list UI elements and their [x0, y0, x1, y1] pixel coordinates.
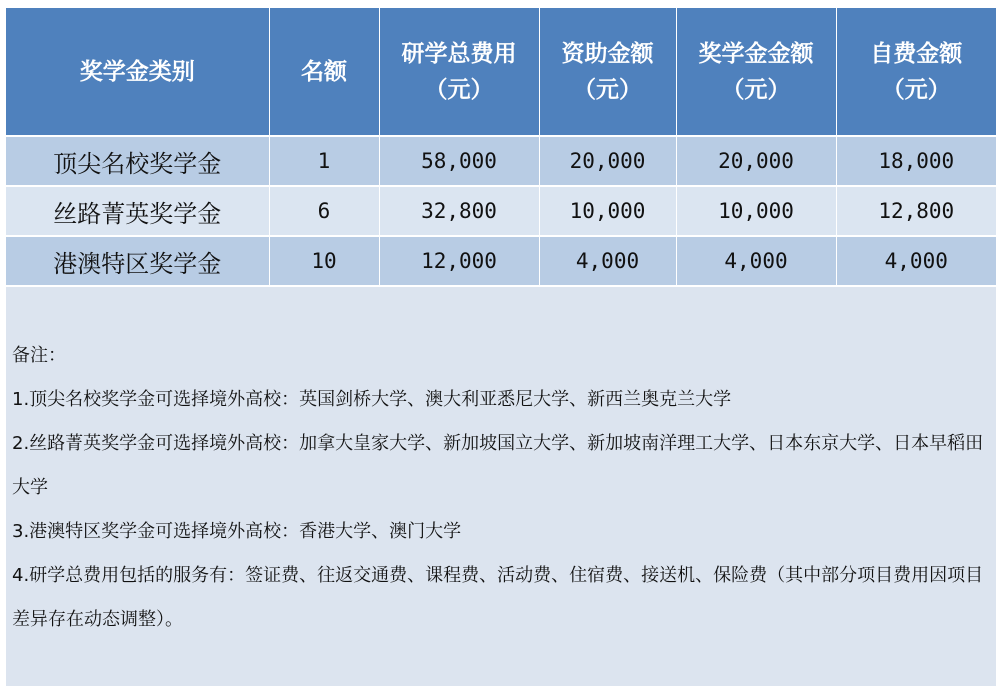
header-subsidy: 资助金额 （元） [539, 8, 676, 136]
note-item: 3.港澳特区奖学金可选择境外高校：香港大学、澳门大学 [12, 521, 462, 542]
note-item: 1.顶尖名校奖学金可选择境外高校：英国剑桥大学、澳大利亚悉尼大学、新西兰奥克兰大学 [12, 389, 732, 410]
note-item: 2.丝路菁英奖学金可选择境外高校：加拿大皇家大学、新加坡国立大学、新加坡南洋理工大学、日本东京大学、日本早稻田大学 [12, 433, 984, 498]
cell-category: 港澳特区奖学金 [6, 236, 269, 286]
header-self-paid: 自费金额 （元） [836, 8, 996, 136]
cell-total-cost: 32,800 [379, 186, 539, 236]
cell-quota: 1 [269, 136, 379, 186]
header-category: 奖学金类别 [6, 8, 269, 136]
header-scholarship-amount: 奖学金金额 （元） [676, 8, 836, 136]
cell-total-cost: 58,000 [379, 136, 539, 186]
cell-self-paid: 4,000 [836, 236, 996, 286]
header-total-cost: 研学总费用 （元） [379, 8, 539, 136]
cell-self-paid: 18,000 [836, 136, 996, 186]
notes-title: 备注： [12, 345, 66, 366]
header-quota: 名额 [269, 8, 379, 136]
notes-section [12, 334, 987, 642]
table-row [6, 236, 996, 286]
cell-scholarship-amount: 20,000 [676, 136, 836, 186]
cell-subsidy: 10,000 [539, 186, 676, 236]
table-row [6, 136, 996, 186]
cell-quota: 10 [269, 236, 379, 286]
cell-scholarship-amount: 4,000 [676, 236, 836, 286]
scholarship-table [6, 8, 996, 287]
table-header-row [6, 8, 996, 136]
note-item: 4.研学总费用包括的服务有：签证费、往返交通费、课程费、活动费、住宿费、接送机、保险费（其中部分项目费用因项目差异存在动态调整）。 [12, 565, 984, 630]
cell-total-cost: 12,000 [379, 236, 539, 286]
cell-subsidy: 4,000 [539, 236, 676, 286]
cell-scholarship-amount: 10,000 [676, 186, 836, 236]
cell-self-paid: 12,800 [836, 186, 996, 236]
cell-quota: 6 [269, 186, 379, 236]
cell-subsidy: 20,000 [539, 136, 676, 186]
cell-category: 丝路菁英奖学金 [6, 186, 269, 236]
cell-category: 顶尖名校奖学金 [6, 136, 269, 186]
table-row [6, 186, 996, 236]
